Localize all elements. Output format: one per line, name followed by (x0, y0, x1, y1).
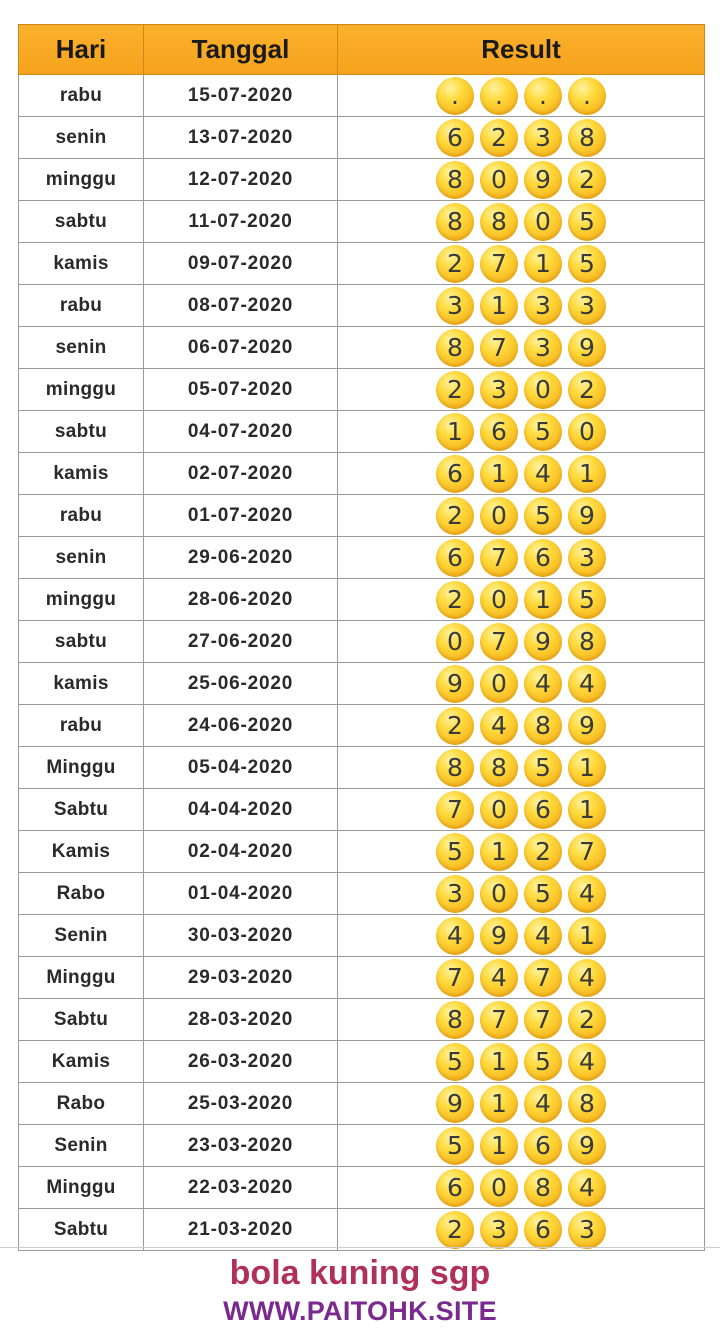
cell-result (338, 117, 705, 159)
result-ball: 2 (568, 1001, 606, 1039)
table-row (19, 957, 705, 999)
result-ball: 0 (480, 497, 518, 535)
result-ball: 7 (480, 539, 518, 577)
cell-date: 28-03-2020 (144, 999, 338, 1041)
cell-date: 22-03-2020 (144, 1167, 338, 1209)
result-ball: 2 (480, 119, 518, 157)
cell-day: rabu (19, 705, 144, 747)
cell-result (338, 75, 705, 117)
result-ball: 3 (524, 119, 562, 157)
result-ball: 6 (436, 539, 474, 577)
result-balls (338, 833, 704, 871)
cell-result (338, 1209, 705, 1251)
result-ball: 9 (568, 497, 606, 535)
result-ball: 4 (568, 875, 606, 913)
result-ball: 1 (568, 749, 606, 787)
result-balls (338, 287, 704, 325)
result-balls (338, 581, 704, 619)
result-ball: 2 (568, 161, 606, 199)
result-ball: 8 (436, 203, 474, 241)
cell-day: senin (19, 537, 144, 579)
result-ball: 7 (524, 959, 562, 997)
result-ball: . (524, 77, 562, 115)
cell-day: Minggu (19, 747, 144, 789)
cell-date: 13-07-2020 (144, 117, 338, 159)
result-balls (338, 959, 704, 997)
result-ball: 8 (436, 161, 474, 199)
result-ball: 1 (568, 791, 606, 829)
result-ball: 7 (480, 245, 518, 283)
result-balls (338, 77, 704, 115)
result-balls (338, 749, 704, 787)
result-ball: 1 (480, 455, 518, 493)
result-ball: 1 (480, 1043, 518, 1081)
result-ball: 2 (436, 497, 474, 535)
table-row (19, 1125, 705, 1167)
cell-date: 29-03-2020 (144, 957, 338, 999)
result-ball: 2 (436, 707, 474, 745)
result-ball: 2 (436, 581, 474, 619)
result-ball: 4 (568, 665, 606, 703)
header-result: Result (338, 25, 705, 75)
cell-date: 21-03-2020 (144, 1209, 338, 1251)
cell-date: 29-06-2020 (144, 537, 338, 579)
cell-day: minggu (19, 159, 144, 201)
table-row (19, 663, 705, 705)
result-ball: 0 (480, 161, 518, 199)
result-ball: 1 (436, 413, 474, 451)
result-ball: 9 (480, 917, 518, 955)
cell-day: kamis (19, 663, 144, 705)
footer-divider (0, 1247, 720, 1248)
result-ball: 8 (524, 1169, 562, 1207)
cell-result (338, 1083, 705, 1125)
result-balls (338, 1211, 704, 1249)
result-ball: 8 (436, 329, 474, 367)
results-table (18, 24, 705, 1251)
table-row (19, 1209, 705, 1251)
cell-day: Sabtu (19, 1209, 144, 1251)
cell-date: 28-06-2020 (144, 579, 338, 621)
result-ball: 4 (436, 917, 474, 955)
table-row (19, 537, 705, 579)
table-row (19, 285, 705, 327)
table-row (19, 201, 705, 243)
cell-date: 09-07-2020 (144, 243, 338, 285)
cell-result (338, 411, 705, 453)
result-balls (338, 665, 704, 703)
cell-day: senin (19, 327, 144, 369)
cell-date: 27-06-2020 (144, 621, 338, 663)
cell-date: 26-03-2020 (144, 1041, 338, 1083)
cell-date: 30-03-2020 (144, 915, 338, 957)
cell-date: 24-06-2020 (144, 705, 338, 747)
result-ball: 0 (436, 623, 474, 661)
cell-date: 05-07-2020 (144, 369, 338, 411)
cell-day: minggu (19, 369, 144, 411)
result-ball: 7 (524, 1001, 562, 1039)
cell-date: 23-03-2020 (144, 1125, 338, 1167)
result-ball: 4 (568, 959, 606, 997)
result-ball: 9 (436, 665, 474, 703)
footer-title: bola kuning sgp (229, 1254, 491, 1292)
result-ball: 8 (568, 1085, 606, 1123)
cell-result (338, 201, 705, 243)
result-ball: 6 (524, 1211, 562, 1249)
result-ball: 8 (524, 707, 562, 745)
cell-result (338, 999, 705, 1041)
result-ball: 9 (568, 329, 606, 367)
result-ball: . (436, 77, 474, 115)
cell-date: 01-04-2020 (144, 873, 338, 915)
result-ball: 0 (480, 875, 518, 913)
cell-day: sabtu (19, 411, 144, 453)
result-ball: 8 (568, 623, 606, 661)
table-row (19, 831, 705, 873)
cell-result (338, 663, 705, 705)
cell-date: 15-07-2020 (144, 75, 338, 117)
result-balls (338, 917, 704, 955)
result-balls (338, 1169, 704, 1207)
result-ball: 5 (436, 833, 474, 871)
result-balls (338, 371, 704, 409)
result-ball: 4 (480, 959, 518, 997)
cell-result (338, 621, 705, 663)
table-row (19, 747, 705, 789)
result-ball: 1 (480, 1127, 518, 1165)
table-row (19, 789, 705, 831)
result-ball: 3 (568, 1211, 606, 1249)
result-ball: 4 (524, 665, 562, 703)
cell-date: 02-04-2020 (144, 831, 338, 873)
cell-day: Sabtu (19, 999, 144, 1041)
result-ball: 0 (524, 371, 562, 409)
cell-date: 08-07-2020 (144, 285, 338, 327)
cell-day: Senin (19, 915, 144, 957)
table-row (19, 369, 705, 411)
results-table-container (18, 24, 704, 1251)
cell-date: 05-04-2020 (144, 747, 338, 789)
result-balls (338, 791, 704, 829)
cell-result (338, 705, 705, 747)
cell-date: 01-07-2020 (144, 495, 338, 537)
header-row (19, 25, 705, 75)
table-row (19, 621, 705, 663)
cell-result (338, 915, 705, 957)
cell-day: Kamis (19, 831, 144, 873)
result-ball: 5 (568, 581, 606, 619)
result-balls (338, 875, 704, 913)
result-balls (338, 1127, 704, 1165)
result-ball: 7 (480, 329, 518, 367)
cell-day: Senin (19, 1125, 144, 1167)
result-ball: 3 (568, 287, 606, 325)
result-ball: 2 (524, 833, 562, 871)
cell-result (338, 789, 705, 831)
result-ball: 8 (480, 203, 518, 241)
cell-result (338, 369, 705, 411)
result-ball: 8 (436, 749, 474, 787)
cell-day: senin (19, 117, 144, 159)
cell-date: 02-07-2020 (144, 453, 338, 495)
cell-result (338, 327, 705, 369)
cell-date: 12-07-2020 (144, 159, 338, 201)
cell-day: kamis (19, 453, 144, 495)
result-balls (338, 707, 704, 745)
result-ball: 3 (480, 1211, 518, 1249)
result-ball: 6 (480, 413, 518, 451)
table-row (19, 873, 705, 915)
result-ball: 4 (480, 707, 518, 745)
result-ball: 5 (524, 497, 562, 535)
result-ball: 1 (568, 455, 606, 493)
cell-result (338, 831, 705, 873)
table-header (19, 25, 705, 75)
cell-day: sabtu (19, 621, 144, 663)
header-day: Hari (19, 25, 144, 75)
result-ball: 2 (568, 371, 606, 409)
cell-day: Sabtu (19, 789, 144, 831)
result-ball: 5 (524, 1043, 562, 1081)
table-row (19, 999, 705, 1041)
table-row (19, 705, 705, 747)
result-ball: 1 (568, 917, 606, 955)
result-ball: 2 (436, 371, 474, 409)
result-ball: 6 (436, 119, 474, 157)
result-ball: . (568, 77, 606, 115)
result-ball: 4 (568, 1043, 606, 1081)
result-ball: 5 (436, 1043, 474, 1081)
result-ball: 5 (568, 203, 606, 241)
result-balls (338, 329, 704, 367)
table-row (19, 579, 705, 621)
result-ball: 9 (524, 623, 562, 661)
cell-day: Rabo (19, 873, 144, 915)
cell-result (338, 957, 705, 999)
result-ball: 0 (480, 1169, 518, 1207)
cell-result (338, 159, 705, 201)
result-ball: 3 (480, 371, 518, 409)
result-ball: 1 (480, 1085, 518, 1123)
cell-date: 06-07-2020 (144, 327, 338, 369)
result-ball: 1 (480, 287, 518, 325)
result-balls (338, 497, 704, 535)
result-balls (338, 161, 704, 199)
table-row (19, 117, 705, 159)
table-row (19, 75, 705, 117)
cell-day: sabtu (19, 201, 144, 243)
result-ball: 5 (524, 875, 562, 913)
result-ball: 6 (436, 455, 474, 493)
result-ball: 6 (436, 1169, 474, 1207)
result-ball: 4 (524, 917, 562, 955)
result-balls (338, 119, 704, 157)
result-ball: 5 (436, 1127, 474, 1165)
result-ball: 9 (568, 1127, 606, 1165)
result-balls (338, 1001, 704, 1039)
result-ball: 4 (524, 1085, 562, 1123)
table-body (19, 75, 705, 1251)
result-ball: 4 (568, 1169, 606, 1207)
cell-result (338, 1167, 705, 1209)
cell-date: 25-03-2020 (144, 1083, 338, 1125)
table-row (19, 915, 705, 957)
cell-result (338, 873, 705, 915)
result-ball: . (480, 77, 518, 115)
result-ball: 9 (568, 707, 606, 745)
cell-date: 25-06-2020 (144, 663, 338, 705)
cell-day: Minggu (19, 957, 144, 999)
cell-date: 04-04-2020 (144, 789, 338, 831)
result-ball: 9 (436, 1085, 474, 1123)
cell-result (338, 453, 705, 495)
result-ball: 4 (524, 455, 562, 493)
result-ball: 8 (480, 749, 518, 787)
cell-result (338, 1125, 705, 1167)
result-ball: 5 (524, 413, 562, 451)
result-ball: 0 (480, 791, 518, 829)
result-ball: 3 (436, 875, 474, 913)
cell-day: kamis (19, 243, 144, 285)
table-row (19, 495, 705, 537)
cell-date: 11-07-2020 (144, 201, 338, 243)
cell-result (338, 1041, 705, 1083)
result-ball: 0 (480, 665, 518, 703)
cell-result (338, 537, 705, 579)
result-balls (338, 413, 704, 451)
cell-result (338, 747, 705, 789)
result-balls (338, 203, 704, 241)
cell-result (338, 495, 705, 537)
result-ball: 2 (436, 1211, 474, 1249)
result-ball: 3 (568, 539, 606, 577)
result-ball: 7 (436, 791, 474, 829)
result-ball: 0 (524, 203, 562, 241)
cell-result (338, 285, 705, 327)
result-ball: 0 (568, 413, 606, 451)
cell-day: Kamis (19, 1041, 144, 1083)
result-ball: 6 (524, 791, 562, 829)
table-row (19, 411, 705, 453)
header-date: Tanggal (144, 25, 338, 75)
cell-day: Minggu (19, 1167, 144, 1209)
cell-date: 04-07-2020 (144, 411, 338, 453)
result-ball: 6 (524, 1127, 562, 1165)
result-ball: 5 (568, 245, 606, 283)
table-row (19, 1167, 705, 1209)
cell-day: rabu (19, 75, 144, 117)
result-ball: 6 (524, 539, 562, 577)
result-ball: 7 (436, 959, 474, 997)
result-ball: 3 (524, 329, 562, 367)
table-row (19, 243, 705, 285)
table-row (19, 453, 705, 495)
table-row (19, 1041, 705, 1083)
result-balls (338, 1085, 704, 1123)
result-ball: 1 (524, 245, 562, 283)
result-ball: 7 (480, 1001, 518, 1039)
result-ball: 5 (524, 749, 562, 787)
result-balls (338, 1043, 704, 1081)
result-ball: 8 (436, 1001, 474, 1039)
result-balls (338, 623, 704, 661)
table-row (19, 159, 705, 201)
cell-day: rabu (19, 285, 144, 327)
cell-day: Rabo (19, 1083, 144, 1125)
table-row (19, 1083, 705, 1125)
result-ball: 3 (436, 287, 474, 325)
result-ball: 1 (480, 833, 518, 871)
result-ball: 8 (568, 119, 606, 157)
result-balls (338, 455, 704, 493)
result-balls (338, 245, 704, 283)
table-row (19, 327, 705, 369)
cell-result (338, 243, 705, 285)
result-balls (338, 539, 704, 577)
cell-result (338, 579, 705, 621)
result-ball: 7 (480, 623, 518, 661)
result-ball: 1 (524, 581, 562, 619)
result-ball: 9 (524, 161, 562, 199)
result-ball: 3 (524, 287, 562, 325)
result-ball: 7 (568, 833, 606, 871)
footer-url: WWW.PAITOHK.SITE (223, 1296, 497, 1326)
result-ball: 2 (436, 245, 474, 283)
result-ball: 0 (480, 581, 518, 619)
cell-day: minggu (19, 579, 144, 621)
cell-day: rabu (19, 495, 144, 537)
